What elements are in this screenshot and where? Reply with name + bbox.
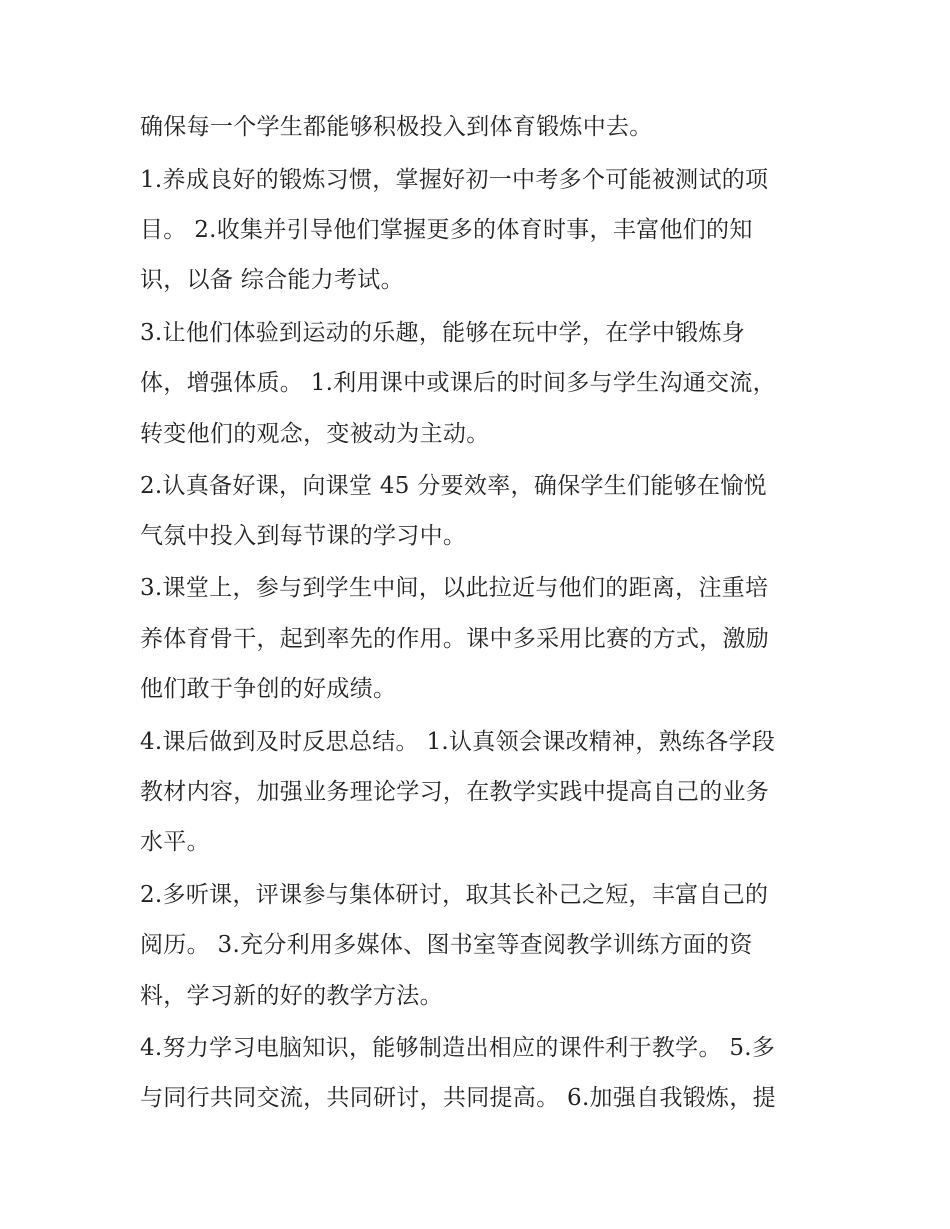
text-line: 养体育骨干，起到率先的作用。课中多采用比赛的方式，激励 bbox=[140, 626, 770, 652]
text-line: 阅历。 3.充分利用多媒体、图书室等查阅教学训练方面的资 bbox=[140, 932, 753, 958]
text-line: 4.课后做到及时反思总结。 1.认真领会课改精神，熟练各学段 bbox=[140, 729, 776, 755]
text-line: 1.养成良好的锻炼习惯，掌握好初一中考多个可能被测试的项 bbox=[140, 167, 769, 193]
text-line: 3.让他们体验到运动的乐趣，能够在玩中学，在学中锻炼身 bbox=[140, 320, 746, 346]
text-line: 料，学习新的好的教学方法。 bbox=[140, 983, 443, 1009]
text-line: 体，增强体质。 1.利用课中或课后的时间多与学生沟通交流， bbox=[140, 370, 776, 396]
text-line: 4.努力学习电脑知识，能够制造出相应的课件利于教学。 5.多 bbox=[140, 1035, 776, 1061]
text-line: 识，以备 综合能力考试。 bbox=[140, 267, 404, 293]
text-line: 确保每一个学生都能够积极投入到体育锻炼中去。 bbox=[140, 114, 653, 140]
text-line: 气氛中投入到每节课的学习中。 bbox=[140, 523, 467, 549]
text-line: 2.认真备好课，向课堂 45 分要效率，确保学生们能够在愉悦 bbox=[140, 473, 767, 499]
text-line: 转变他们的观念，变被动为主动。 bbox=[140, 421, 490, 447]
text-line: 与同行共同交流，共同研讨，共同提高。 6.加强自我锻炼，提 bbox=[140, 1085, 776, 1111]
text-line: 水平。 bbox=[140, 829, 210, 855]
text-line: 3.课堂上，参与到学生中间，以此拉近与他们的距离，注重培 bbox=[140, 575, 769, 601]
text-line: 2.多听课，评课参与集体研讨，取其长补己之短，丰富自己的 bbox=[140, 882, 769, 908]
text-line: 目。 2.收集并引导他们掌握更多的体育时事，丰富他们的知 bbox=[140, 217, 753, 243]
text-line: 教材内容，加强业务理论学习，在教学实践中提高自己的业务 bbox=[140, 779, 770, 805]
text-line: 他们敢于争创的好成绩。 bbox=[140, 676, 397, 702]
